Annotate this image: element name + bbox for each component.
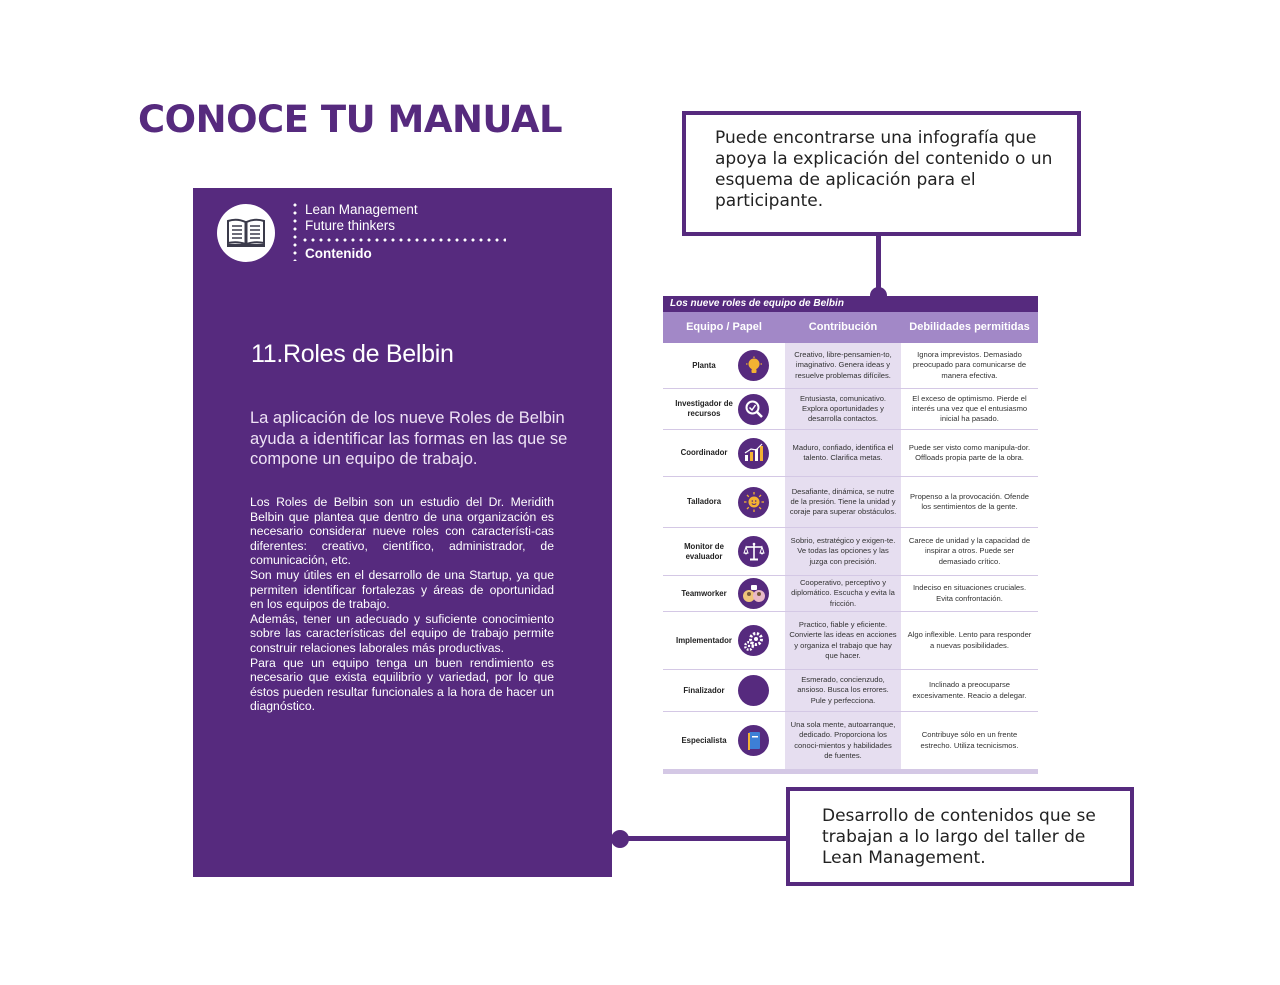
header-subtitle: Future thinkers (305, 218, 396, 233)
dotted-divider-horizontal (301, 238, 506, 242)
body-paragraph: Para que un equipo tenga un buen rendimiento es necesario que exista equilibrio y variedad, por lo que éstos pueden resultar funcionales a la hora de hacer un diagnóstico. (250, 655, 554, 714)
contribution-cell: Desafiante, dinámica, se nutre de la presión. Tiene la unidad y coraje para superar obstáculos. (785, 477, 901, 527)
table-row (663, 389, 1038, 430)
weakness-cell: Inclinado a preocuparse excesivamente. Reacio a delegar. (901, 670, 1038, 711)
table-row (663, 528, 1038, 576)
book-blue-icon (738, 725, 769, 756)
weakness-cell: Indeciso en situaciones cruciales. Evita confrontación. (901, 576, 1038, 611)
column-header: Contribución (808, 321, 878, 333)
table-row (663, 670, 1038, 712)
page-title: CONOCE TU MANUAL (138, 98, 563, 141)
contribution-cell: Esmerado, concienzudo, ansioso. Busca los errores. Pule y perfecciona. (785, 670, 901, 711)
table-row (663, 477, 1038, 528)
contribution-cell: Una sola mente, autoarranque, dedicado. Proporciona los conoci-mientos y habilidades de fuentes. (785, 712, 901, 769)
role-name: Especialista (681, 735, 727, 745)
contribution-cell: Creativo, libre-pensamien-to, imaginativo. Genera ideas y resuelve problemas difíciles. (785, 343, 901, 388)
sun-face-icon (738, 487, 769, 518)
table-bottom-border (663, 770, 1038, 774)
contribution-cell: Entusiasta, comunicativo. Explora oportunidades y desarrolla contactos. (785, 389, 901, 429)
body-paragraph: Además, tener un adecuado y suficiente conocimiento sobre las características del equipo de trabajo permite construir relaciones laborales más productivas. (250, 611, 554, 655)
column-header: Equipo / Papel (686, 321, 762, 333)
header-section: Contenido (305, 246, 372, 261)
table-row (663, 576, 1038, 612)
callout-infographic (682, 111, 1081, 236)
weakness-cell: Algo inflexible. Lento para responder a nuevas posibilidades. (901, 612, 1038, 669)
callout-content (786, 787, 1134, 886)
role-name: Implementador (676, 635, 732, 645)
table-header (663, 312, 1038, 343)
table-row (663, 343, 1038, 389)
weakness-cell: Puede ser visto como manipula-dor. Offloads propia parte de la obra. (901, 430, 1038, 476)
blank-circle-icon (738, 675, 769, 706)
weakness-cell: El exceso de optimismo. Pierde el interés una vez que el entusiasmo inicial ha pasado. (901, 389, 1038, 429)
infographic-title: Los nueve roles de equipo de Belbin (663, 296, 1038, 312)
role-name: Investigador de recursos (675, 399, 733, 418)
column-header: Debilidades permitidas (909, 321, 1030, 333)
table-row (663, 612, 1038, 670)
connector-line-horizontal (620, 836, 788, 841)
role-name: Monitor de evaluador (684, 541, 724, 561)
team-icon (738, 578, 769, 609)
table-row (663, 712, 1038, 770)
connector-dot (611, 830, 629, 848)
role-name: Coordinador (680, 448, 728, 457)
body-paragraph: Los Roles de Belbin son un estudio del Dr. Meridith Belbin que plantea que dentro de una organización es necesario considerar nueve roles con característi-cas diferentes: creativo, científico, administrador, de comunicación, etc. (250, 495, 554, 568)
role-name: Finalizador (683, 685, 725, 695)
callout-content-text: Desarrollo de contenidos que se trabajan a lo largo del taller de Lean Management. (822, 806, 1096, 868)
lightbulb-icon (738, 350, 769, 381)
contribution-cell: Sobrio, estratégico y exigen-te. Ve todas las opciones y las juzga con precisión. (785, 528, 901, 575)
intro-text: La aplicación de los nueve Roles de Belbin ayuda a identificar las formas en las que se compone un equipo de trabajo. (250, 409, 568, 468)
weakness-cell: Ignora imprevistos. Demasiado preocupado para comunicarse de manera efectiva. (901, 343, 1038, 388)
role-name: Talladora (686, 497, 722, 506)
contribution-cell: Cooperativo, perceptivo y diplomático. Escucha y evita la fricción. (785, 576, 901, 611)
table-row (663, 430, 1038, 477)
book-icon (217, 204, 275, 262)
contribution-cell: Practico, fiable y eficiente. Convierte las ideas en acciones y organiza el trabajo que hay que hacer. (785, 612, 901, 669)
body-paragraph: Son muy útiles en el desarrollo de una Startup, ya que permiten identificar fortalezas y áreas de oportunidad en los equipos de trabajo. (250, 567, 554, 612)
header-course: Lean Management (305, 202, 418, 217)
weakness-cell: Propenso a la provocación. Ofende los sentimientos de la gente. (901, 477, 1038, 527)
manual-page-panel (193, 188, 612, 877)
belbin-infographic (663, 296, 1038, 774)
weakness-cell: Carece de unidad y la capacidad de inspirar a otros. Puede ser demasiado crítico. (901, 528, 1038, 575)
body-text (250, 495, 554, 714)
callout-infographic-text: Puede encontrarse una infografía que apoya la explicación del contenido o un esquema de aplicación para el participante. (715, 128, 1053, 211)
magnifier-icon (738, 394, 769, 425)
scales-icon (738, 536, 769, 567)
contribution-cell: Maduro, confiado, identifica el talento. Clarifica metas. (785, 430, 901, 476)
weakness-cell: Contribuye sólo en un frente estrecho. Utiliza tecnicismos. (901, 712, 1038, 769)
role-name: Planta (692, 360, 716, 370)
role-name: Teamworker (681, 588, 727, 598)
dotted-divider-vertical (293, 201, 297, 261)
bar-chart-icon (738, 438, 769, 469)
gears-icon (738, 625, 769, 656)
section-title: 11.Roles de Belbin (251, 340, 454, 368)
